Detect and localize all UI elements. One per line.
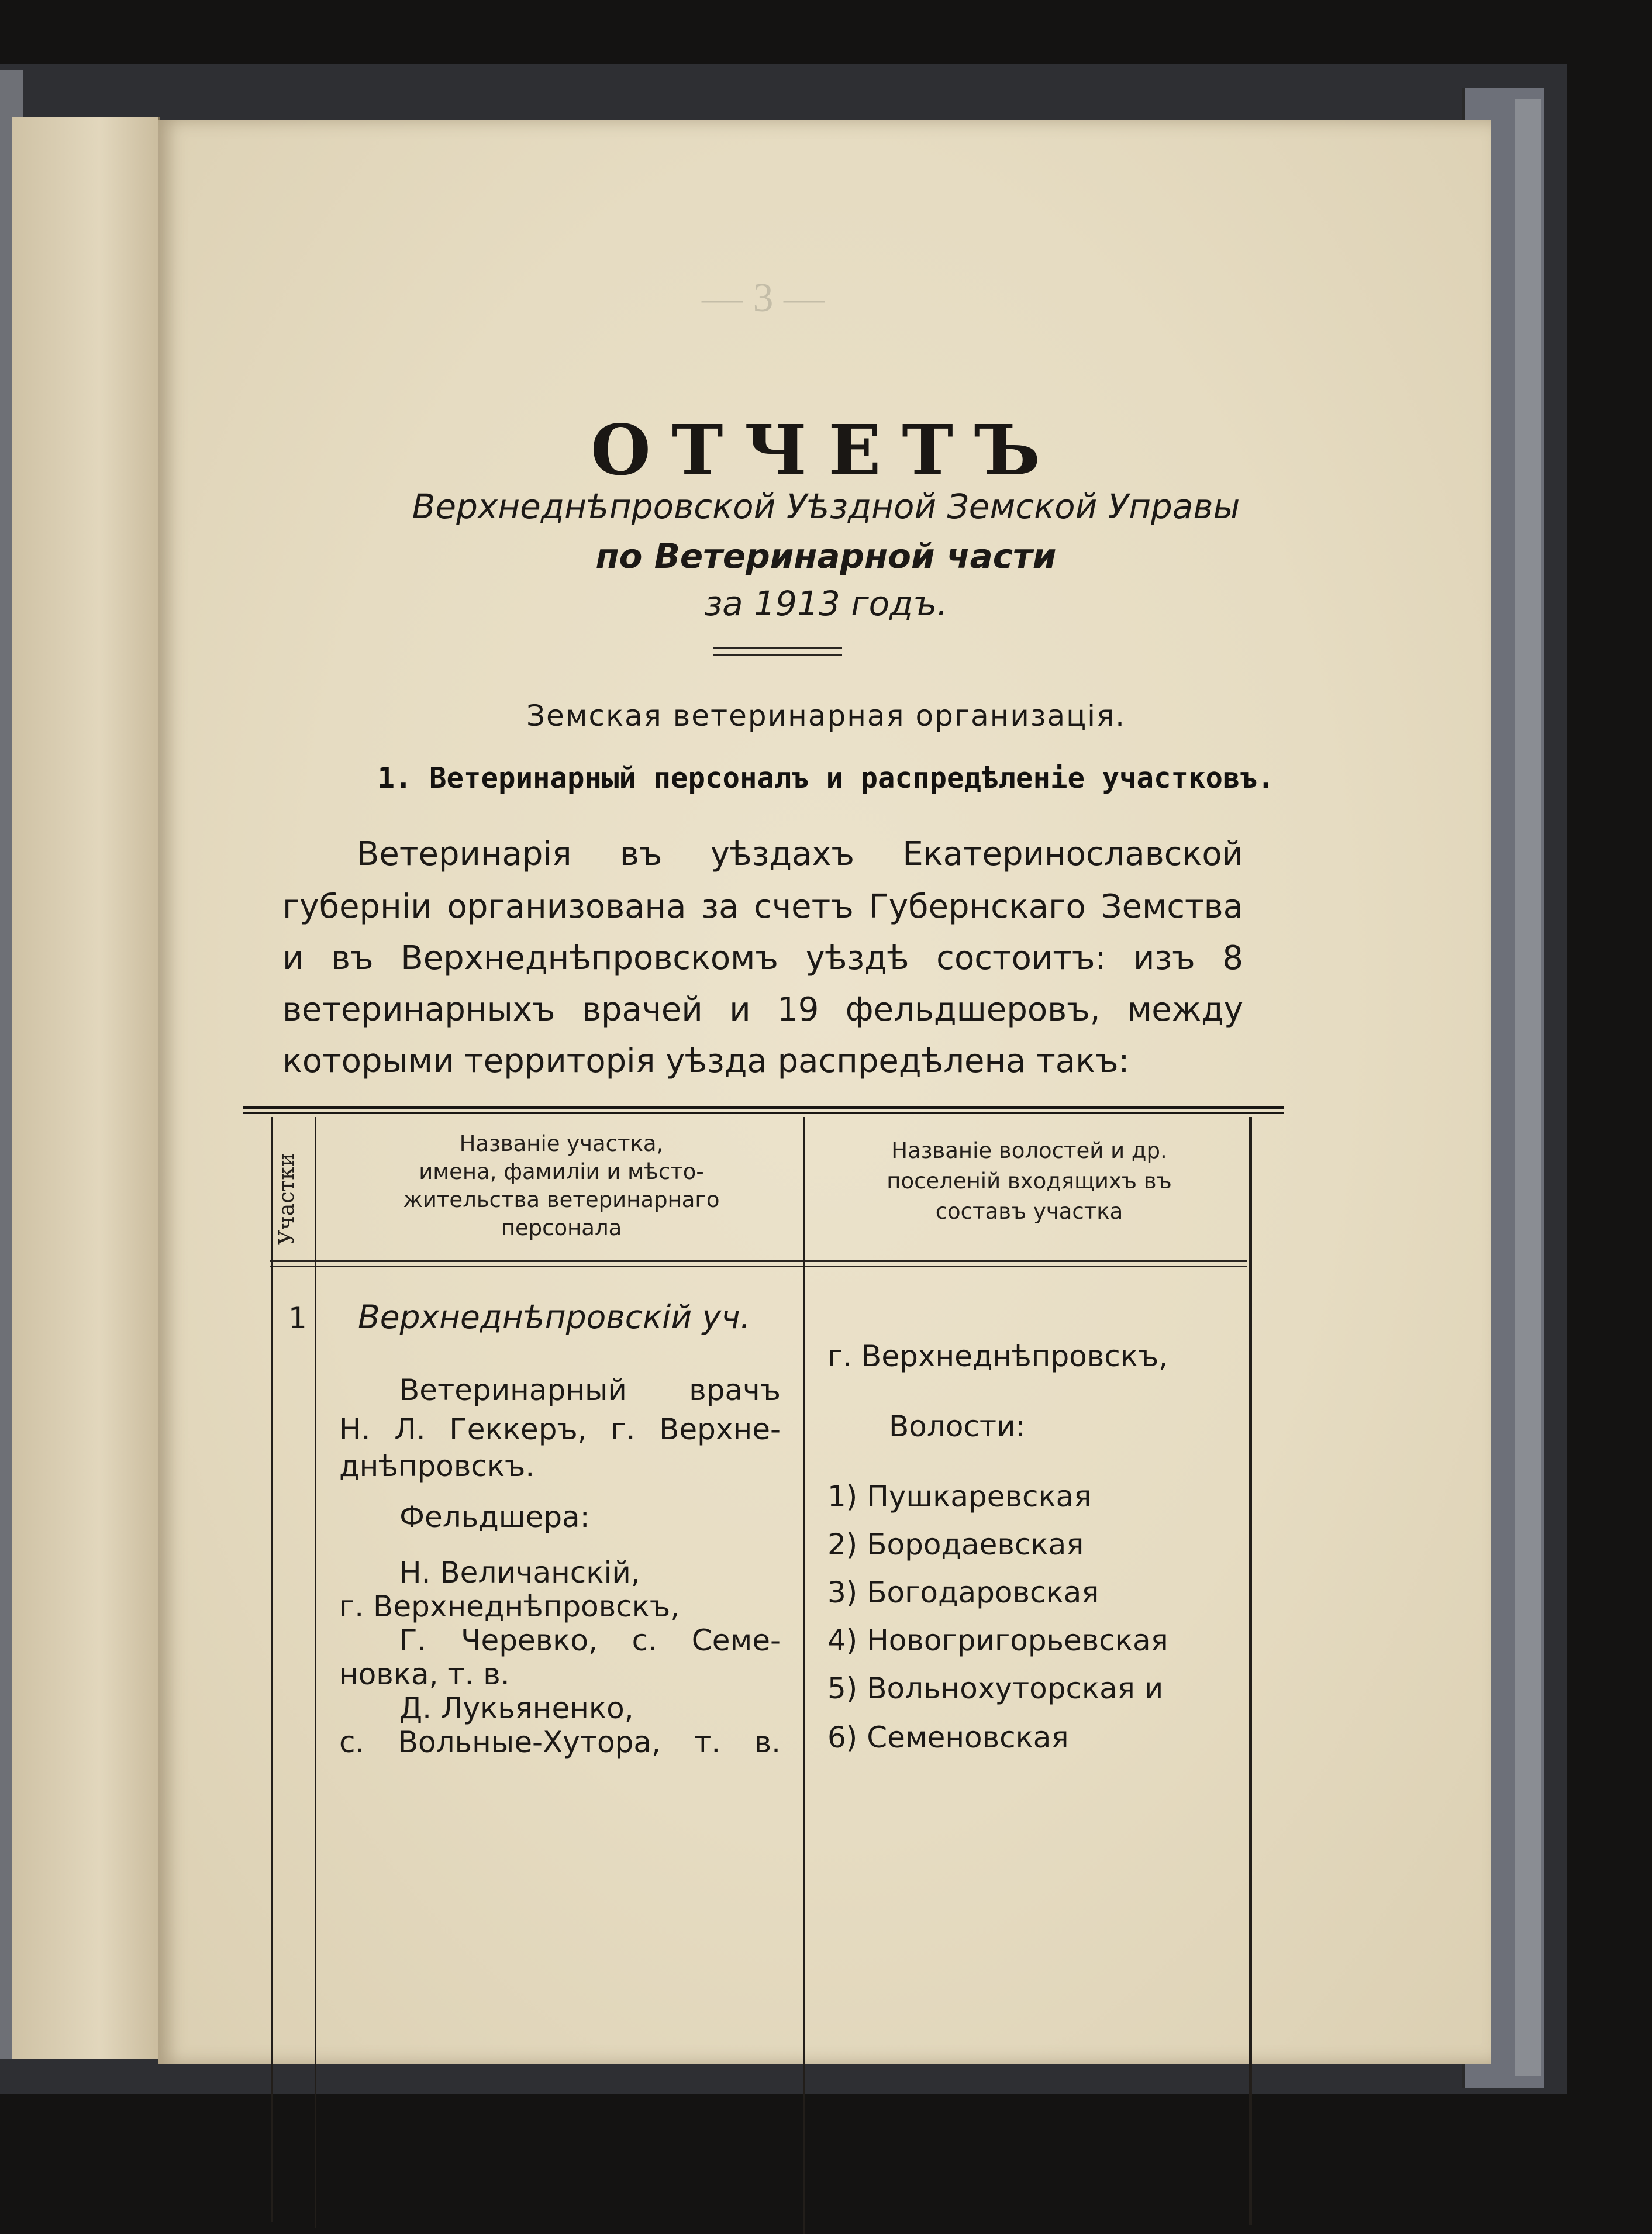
title-divider [713, 654, 842, 656]
feldsher-line-1: Н. Величанскій, [399, 1556, 640, 1590]
town-name: г. Верхнеднѣпровскъ, [827, 1339, 1168, 1373]
column-header-districts: Участки [275, 1153, 299, 1245]
title-divider [713, 647, 842, 649]
volost-item: 1) Пушкаревская [827, 1480, 1092, 1514]
document-title: ОТЧЕТЪ [591, 409, 1061, 491]
column-header-volosti: Названіе волостей и др. поселеній входящихъ въ составъ участка [887, 1138, 1172, 1224]
left-page-edge [12, 117, 160, 2059]
column-header-personnel: Названіе участка, имена, фамиліи и мѣсто- жительства ветеринарнаго персонала [403, 1131, 720, 1240]
table-header-rule [270, 1260, 1247, 1262]
page-number: — 3 — [702, 275, 825, 320]
volosti-label: Волости: [889, 1409, 1026, 1443]
organization-heading: Земская ветеринарная организація. [526, 699, 1126, 733]
vet-line-2: Н. Л. Геккеръ, г. Верхне- [339, 1412, 781, 1446]
paragraph-line-4: ветеринарныхъ врачей и 19 фельдшеровъ, между [282, 991, 1243, 1029]
feldsher-line-6: с. Вольные-Хутора, т. в. [339, 1725, 781, 1759]
subtitle-line-2: по Ветеринарной части [595, 536, 1057, 576]
paragraph-line-1: Ветеринарія въ уѣздахъ Екатеринославской [357, 835, 1243, 873]
feldsher-line-5: Д. Лукьяненко, [399, 1691, 634, 1725]
table-top-rule [243, 1106, 1284, 1109]
volost-item: 2) Бородаевская [827, 1528, 1084, 1561]
volost-item: 5) Вольнохуторская и [827, 1671, 1164, 1705]
table-border-left [271, 1117, 273, 2222]
volost-item: 3) Богодаровская [827, 1575, 1099, 1609]
table-header-rule [270, 1266, 1247, 1267]
subtitle-line-1: Верхнеднѣпровской Уѣздной Земской Управы [412, 487, 1240, 526]
volost-item: 6) Семеновская [827, 1721, 1069, 1754]
paragraph-line-3: и въ Верхнеднѣпровскомъ уѣздѣ состоитъ: изъ 8 [282, 939, 1243, 977]
paragraph-line-5: которыми территорія уѣзда распредѣлена такъ: [282, 1042, 1130, 1080]
subtitle-line-3: за 1913 годъ. [704, 584, 948, 623]
table-border-right [1249, 1117, 1252, 2225]
table-top-rule [243, 1112, 1284, 1114]
feldsher-line-2: г. Верхнеднѣпровскъ, [339, 1590, 680, 1623]
table-column-divider [803, 1117, 805, 2234]
book-cover-right-edge [1515, 99, 1541, 2076]
feldsher-line-4: новка, т. в. [339, 1657, 510, 1691]
vet-line-1: Ветеринарный врачъ [399, 1373, 781, 1407]
volost-item: 4) Новогригорьевская [827, 1623, 1168, 1657]
paragraph-line-2: губерніи организована за счетъ Губернскаго Земства [282, 888, 1243, 926]
table-column-divider [315, 1117, 316, 2228]
feldsher-line-3: Г. Черевко, с. Семе- [399, 1623, 781, 1657]
district-name: Верхнеднѣпровскій уч. [358, 1298, 751, 1336]
section-heading: 1. Ветеринарный персоналъ и распредѣленіе участковъ. [377, 761, 1275, 795]
feldsher-label: Фельдшера: [399, 1500, 590, 1534]
row-number: 1 [288, 1301, 307, 1335]
vet-line-3: днѣпровскъ. [339, 1449, 535, 1483]
